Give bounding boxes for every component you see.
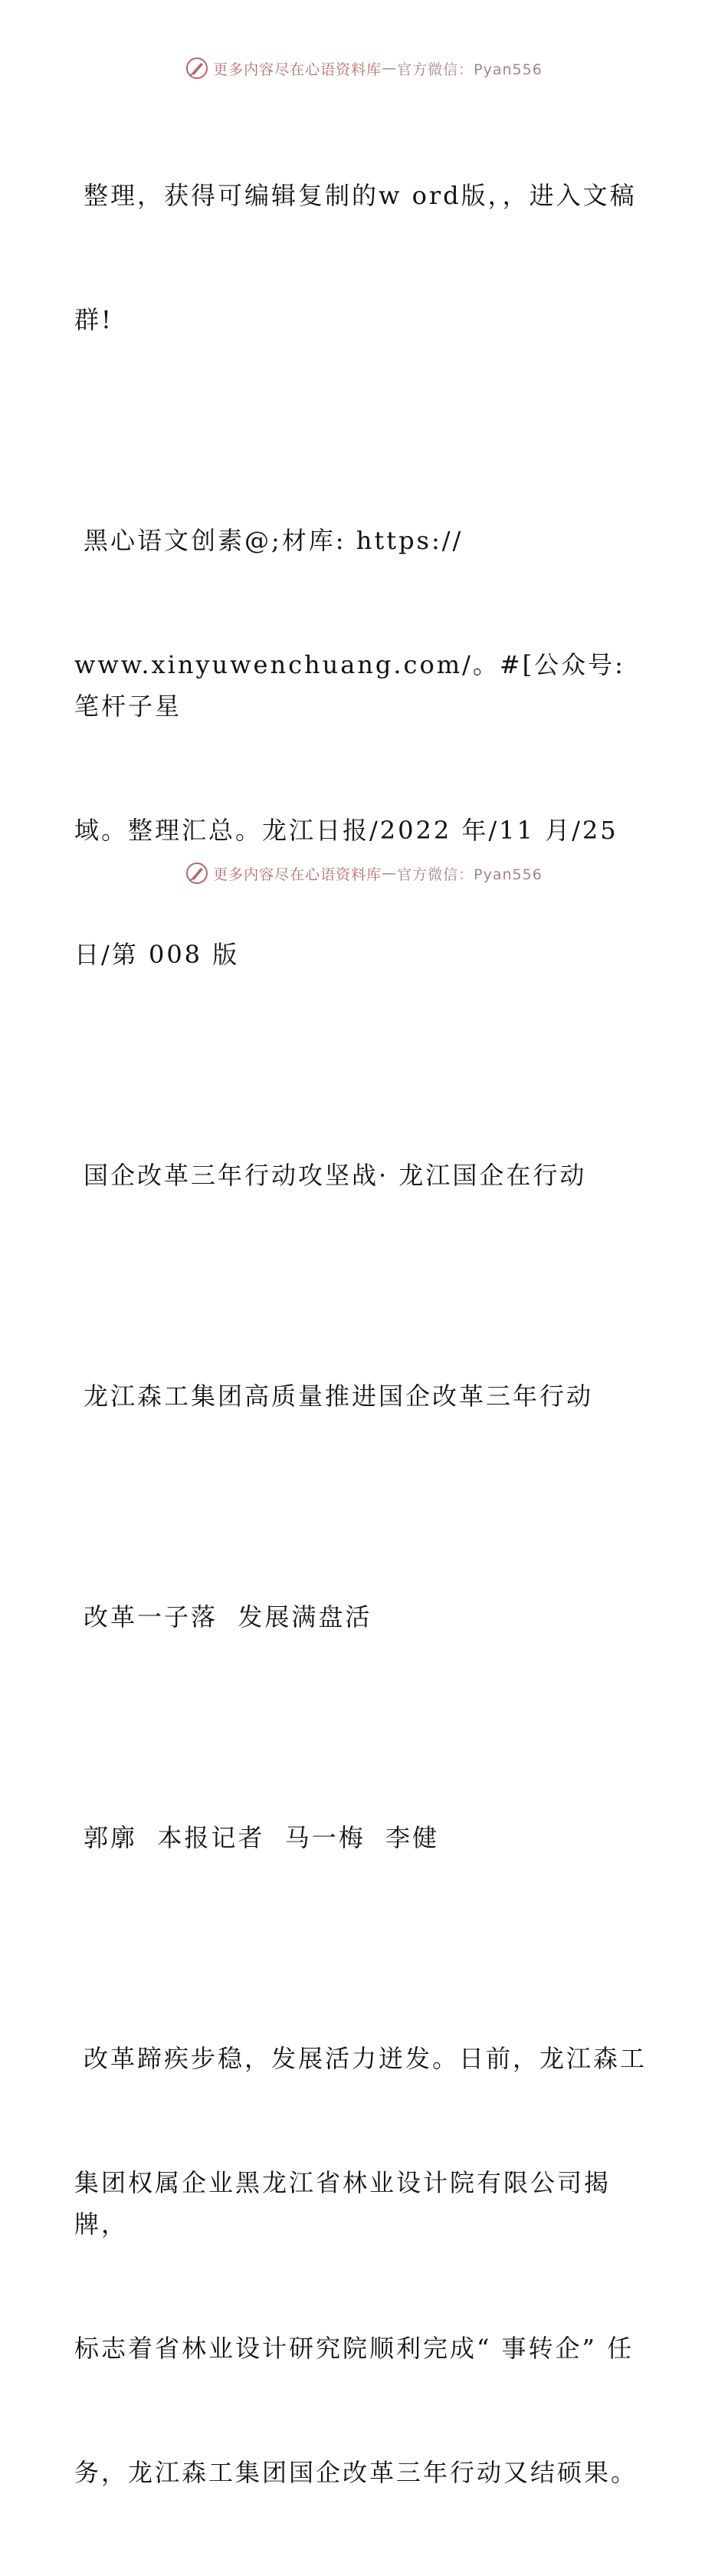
text-line: 标志着省林业设计研究院顺利完成“ 事转企” 任 — [74, 2334, 635, 2363]
watermark-main-text: 更多内容尽在心语资料库 — [213, 61, 382, 78]
text-line: 龙江森工集团高质量推进国企改革三年行动 — [84, 1382, 594, 1411]
text-line: 改革蹄疾步稳，发展活力迸发。日前，龙江森工 — [84, 2044, 648, 2073]
footer-watermark — [0, 862, 728, 885]
text-line: 域。整理汇总。龙江日报/2022 年/11 月/25 — [74, 816, 618, 845]
quill-logo-icon — [185, 57, 208, 80]
text-line: 日/第 008 版 — [74, 940, 240, 969]
paragraph-source — [74, 437, 657, 1058]
header-watermark — [0, 57, 728, 80]
watermark-separator: — — [382, 60, 398, 77]
paragraph-intro — [74, 92, 657, 423]
article-byline — [74, 1734, 657, 1941]
watermark-separator: — — [382, 865, 398, 882]
article-paragraph — [74, 1955, 657, 2576]
text-line: 整理，获得可编辑复制的w ord版，，进入文稿 — [84, 181, 637, 210]
column-title — [74, 1072, 657, 1279]
quill-logo-icon — [185, 862, 208, 885]
article-headline — [74, 1293, 657, 1500]
text-line: 改革一子落 发展满盘活 — [84, 1602, 372, 1631]
text-line: 黑心语文创素@;材库: https:// — [84, 526, 464, 555]
watermark-contact-text: 官方微信：Pyan556 — [397, 61, 543, 78]
text-line: www.xinyuwenchuang.com/。#[公众号: 笔杆子星 — [74, 650, 636, 721]
watermark-main-text: 更多内容尽在心语资料库 — [213, 866, 382, 883]
text-line: 群! — [74, 305, 113, 334]
document-body — [74, 92, 657, 2576]
text-line: 国企改革三年行动攻坚战· 龙江国企在行动 — [84, 1161, 587, 1190]
text-line: 集团权属企业黑龙江省林业设计院有限公司揭牌， — [74, 2168, 612, 2239]
text-line: 务，龙江森工集团国企改革三年行动又结硕果。 — [74, 2458, 638, 2487]
watermark-contact-text: 官方微信：Pyan556 — [397, 866, 543, 883]
article-subheadline — [74, 1513, 657, 1720]
text-line: 郭廓 本报记者 马一梅 李健 — [84, 1823, 440, 1852]
